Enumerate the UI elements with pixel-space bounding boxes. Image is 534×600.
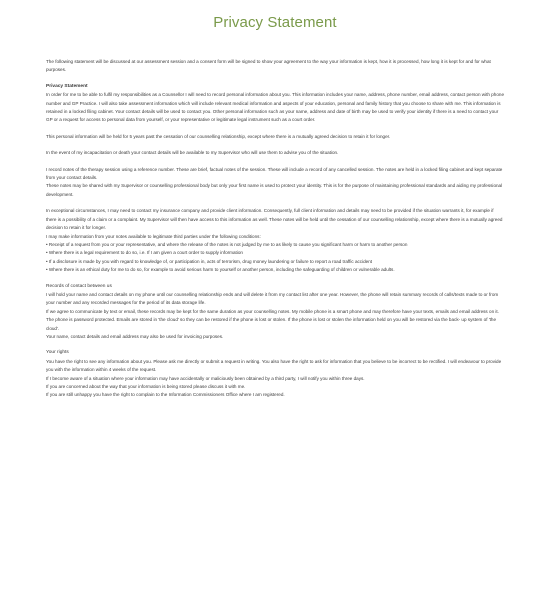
privacy-heading: Privacy Statement [46,83,88,89]
rights-complain-paragraph: If you are still unhappy you have the right to complain to the Information Commissioners Office where I am registered. [46,392,285,398]
records-heading: Records of contact between us [46,283,112,289]
condition-item: • Receipt of a request from you or your representative, and where the release of the notes is not judged by me to as likely to cause you significant harm or harm to another person [46,241,408,247]
condition-item: • Where there is an ethical duty for me to do so, for example to avoid serious harm to yourself or another person, including the safeguarding of children or vulnerable adults. [46,267,395,273]
third-parties-paragraph: I may make information from your notes available to legitimate third parties under the following conditions: [46,233,261,239]
condition-item: • Where there is a legal requirement to do so, i.e. If I am given a court order to supply information [46,250,243,256]
notes-sharing-paragraph: These notes may be shared with my Supervisor or counselling professional body but only your first name is used to protect your identity. This is for the purpose of maintaining professional standards and aiding my professional development. [46,183,503,197]
records-body: I will hold your name and contact details on my phone until our counselling relationship ends and will delete it from my contact list after one year. However, the phone will retain summary records of calls/texts made to or from your number and any recorded messages for the period of its data storage life. [46,291,499,306]
records-email-paragraph: If we agree to communicate by text or email, these records may be kept for the same duration as your counselling notes. My mobile phone is a smart phone and may therefore have your texts, emails and email address on it. The phone is password protected. Emails are stored in 'the cloud' so they can be restored if the phone is lost or stolen. If the phone is lost or stolen the information held on you will be restored via the back- up system of 'the cloud'. [46,308,499,331]
page-title: Privacy Statement [213,14,337,31]
rights-breach-paragraph: If I become aware of a situation where your information may have accidentally or maliciously been obtained by a third party, I will notify you within three days. [46,375,365,381]
rights-heading: Your rights [46,350,69,356]
exceptional-paragraph: In exceptional circumstances, I may need to contact my insurance company and provide client information. Consequently, full client information and details may need to be provided if the situation warrants it, for example if there is a possibility of a claim or a complaint. My Supervisor will then have access to this information as well. These notes will be held until the cessation of our counselling relationship, except where there is a mutually agreed decision to retain it for longer. [46,208,503,231]
retention-paragraph: This personal information will be held for 5 years past the cessation of our counselling relationship, except where there is a mutually agreed decision to retain it for longer. [46,133,391,139]
records-invoicing-paragraph: Your name, contact details and email address may also be used for invoicing purposes. [46,333,224,339]
rights-body: You have the right to see any information about you. Please ask me directly or submit a request in writing. You also have the right to ask for information that you believe to be incorrect to be rectified. I will endeavour to provide you with the information within 4 weeks of the request. [46,358,502,373]
privacy-body: In order for me to be able to fulfil my responsibilities as a Counsellor I will need to record personal information about you. This information includes your name, address, phone number, email address, contact person with phone number and GP Practice. I will also take assessment information which will include relevant medical information and aspects of your education, personal and family history that you choose to share with me. This information is retained in a locked filing cabinet. Your contact details will be used to contact you. Other personal information such as your name, address and date of birth may be used to verify your identity if there is a need to contact your GP or a request for access to personal data from yourself, or your representative or legitimate legal instrument such as a court order. [46,92,505,123]
incapacitation-paragraph: In the event of my incapacitation or death your contact details will be available to my Supervisor who will use them to advise you of the situation. [46,150,339,156]
intro-paragraph: The following statement will be discussed at our assessment session and a consent form will be signed to show your agreement to the way your information is kept, how it is processed, how long it is kept for and for what purposes. [46,59,491,73]
notes-paragraph: I record notes of the therapy session using a reference number. These are brief, factual notes of the session. These will include a record of any cancelled session. The notes are held in a locked filing cabinet and kept separate from your contact details. [46,166,503,181]
rights-concern-paragraph: If you are concerned about the way that your information is being stored please discuss it with me. [46,384,246,389]
condition-item: • If a disclosure is made by you with regard to knowledge of, or participation in, acts of terrorism, drug money laundering or failure to report a road traffic accident [46,258,373,264]
